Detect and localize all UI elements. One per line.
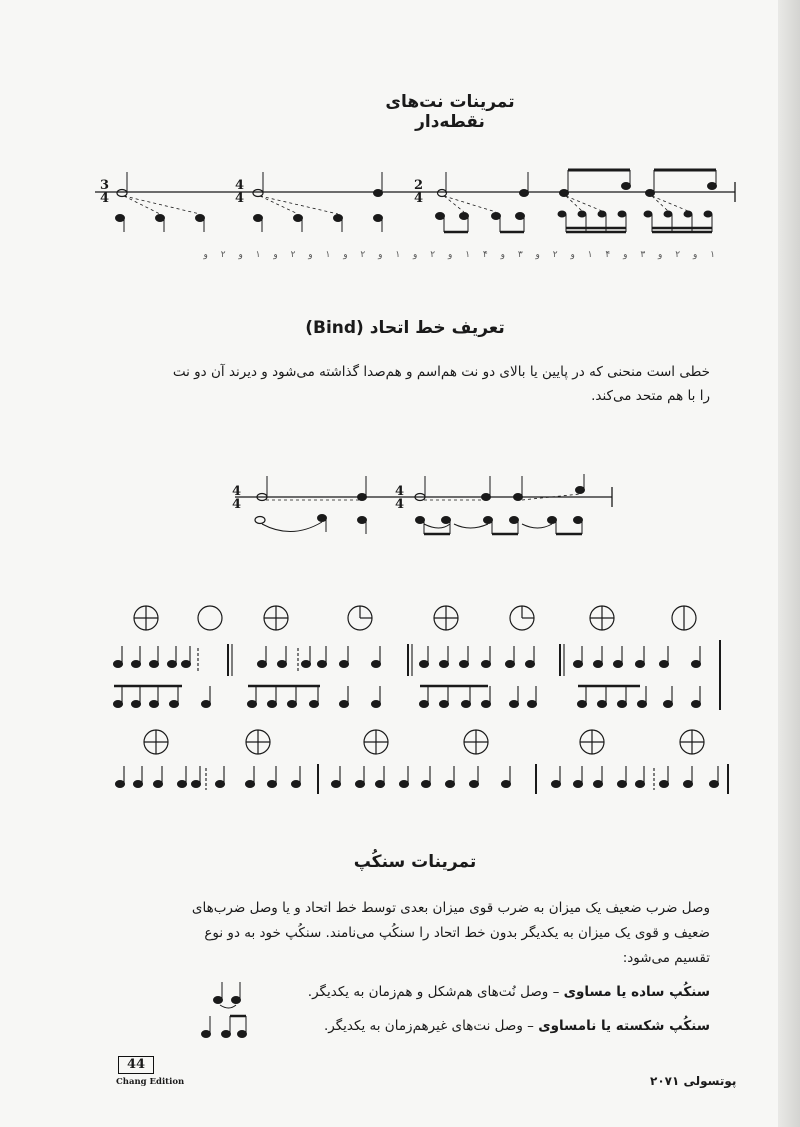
note-head bbox=[318, 661, 327, 668]
note-head bbox=[692, 701, 701, 708]
note-head bbox=[638, 701, 647, 708]
note-head bbox=[182, 661, 191, 668]
sync-paragraph-line-1: وصل ضرب ضعیف یک میزان به ضرب قوی میزان بعدی توسط خط اتحاد و یا وصل ضرب‌های bbox=[191, 900, 710, 916]
time-signature-1: 3 4 bbox=[100, 178, 110, 206]
note-head bbox=[114, 701, 123, 708]
note-head bbox=[356, 781, 365, 788]
note-head bbox=[170, 701, 179, 708]
note-head bbox=[168, 661, 177, 668]
note-head bbox=[598, 701, 607, 708]
note-head bbox=[482, 661, 491, 668]
note-head bbox=[150, 701, 159, 708]
note-head bbox=[132, 661, 141, 668]
note-head bbox=[268, 701, 277, 708]
note-head bbox=[340, 661, 349, 668]
page-number: 44 bbox=[118, 1056, 154, 1074]
sync-type-equal-desc: – وصل نُت‌های هم‌شکل و هم‌زمان به یکدیگر. bbox=[307, 984, 560, 1000]
note-head bbox=[216, 781, 225, 788]
note-head bbox=[202, 701, 211, 708]
note-head bbox=[636, 781, 645, 788]
note-head bbox=[614, 661, 623, 668]
rhythm-row-a bbox=[114, 640, 721, 710]
note-head bbox=[178, 781, 187, 788]
book-title: پوتسولی ۲۰۷۱ bbox=[650, 1074, 737, 1088]
note-head bbox=[460, 661, 469, 668]
note-head bbox=[150, 661, 159, 668]
note-head bbox=[302, 661, 311, 668]
beat-circles-row-1 bbox=[134, 606, 696, 630]
note-head bbox=[506, 661, 515, 668]
sync-example-unequal bbox=[202, 1016, 247, 1038]
edition-label: Chang Edition bbox=[116, 1077, 185, 1087]
note-head bbox=[440, 661, 449, 668]
note-head bbox=[692, 661, 701, 668]
sync-example-equal bbox=[214, 982, 241, 1008]
staff-2-notes bbox=[255, 474, 585, 534]
note-head bbox=[594, 781, 603, 788]
note-head bbox=[420, 701, 429, 708]
staff-1-lower-notes bbox=[116, 211, 713, 232]
note-head bbox=[440, 701, 449, 708]
sync-type-unequal-desc: – وصل نت‌های غیرهم‌زمان به یکدیگر. bbox=[323, 1018, 534, 1034]
note-head bbox=[376, 781, 385, 788]
heading-bind-definition: تعریف خط اتحاد (Bind) bbox=[305, 318, 505, 338]
note-head bbox=[528, 701, 537, 708]
note-head bbox=[574, 661, 583, 668]
note-head bbox=[420, 661, 429, 668]
note-head bbox=[710, 781, 719, 788]
note-head bbox=[510, 701, 519, 708]
note-head bbox=[278, 661, 287, 668]
counting-digits: ۱ و ۲ و ۳ و ۴ ۱ و ۲ و ۳ و ۴ ۱ و ۲ و ۱ و ۲ و ۱ و ۲ و ۱ و ۲ و bbox=[203, 250, 715, 260]
time-signature-3: 2 4 bbox=[414, 178, 424, 206]
note-head bbox=[116, 781, 125, 788]
sync-type-equal-title: سنکُپ ساده یا مساوی bbox=[563, 984, 710, 1000]
note-head bbox=[372, 661, 381, 668]
note-head bbox=[470, 781, 479, 788]
note-head bbox=[292, 781, 301, 788]
note-head bbox=[372, 701, 381, 708]
sync-type-unequal-title: سنکُپ شکسته یا نامساوی bbox=[538, 1018, 710, 1034]
beat-circles-row-2 bbox=[144, 730, 704, 754]
note-head bbox=[400, 781, 409, 788]
time-signature-2: 4 4 bbox=[235, 178, 245, 206]
note-head bbox=[664, 701, 673, 708]
note-head bbox=[154, 781, 163, 788]
rhythm-row-b bbox=[114, 686, 701, 708]
bind-paragraph-line-1: خطی است منحنی که در پایین یا بالای دو نت هم‌اسم و هم‌صدا گذاشته می‌شود و دیرند آن دو نت bbox=[172, 364, 710, 380]
note-head bbox=[502, 781, 511, 788]
note-head bbox=[340, 701, 349, 708]
time-signature-bind-2: 4 4 bbox=[395, 484, 405, 512]
note-head bbox=[594, 661, 603, 668]
note-head bbox=[288, 701, 297, 708]
note-head bbox=[578, 701, 587, 708]
bind-paragraph-line-2: را با هم متحد می‌کند. bbox=[591, 388, 710, 404]
note-head bbox=[462, 701, 471, 708]
note-head bbox=[246, 781, 255, 788]
note-head bbox=[552, 781, 561, 788]
note-head bbox=[482, 701, 491, 708]
note-head bbox=[248, 701, 257, 708]
rhythm-row-c bbox=[116, 764, 729, 794]
note-head bbox=[618, 701, 627, 708]
note-head bbox=[310, 701, 319, 708]
note-head bbox=[258, 661, 267, 668]
note-head bbox=[660, 781, 669, 788]
note-head bbox=[526, 661, 535, 668]
note-head bbox=[114, 661, 123, 668]
note-head bbox=[574, 781, 583, 788]
heading-dotted-notes: تمرینات نت‌های نقطه‌دار bbox=[385, 92, 515, 132]
note-head bbox=[132, 701, 141, 708]
sync-paragraph-line-2: ضعیف و قوی یک میزان به یکدیگر بدون خط اتحاد را سنکُپ می‌نامند. سنکُپ خود به دو نوع bbox=[204, 925, 710, 941]
note-head bbox=[268, 781, 277, 788]
note-head bbox=[192, 781, 201, 788]
note-head bbox=[636, 661, 645, 668]
heading-syncopation: تمرینات سنکُپ bbox=[353, 852, 477, 872]
note-head bbox=[332, 781, 341, 788]
note-head bbox=[422, 781, 431, 788]
note-head bbox=[446, 781, 455, 788]
note-head bbox=[134, 781, 143, 788]
note-head bbox=[684, 781, 693, 788]
sync-paragraph-line-3: تقسیم می‌شود: bbox=[622, 950, 710, 966]
note-head bbox=[618, 781, 627, 788]
time-signature-bind-1: 4 4 bbox=[232, 484, 242, 512]
note-head bbox=[660, 661, 669, 668]
